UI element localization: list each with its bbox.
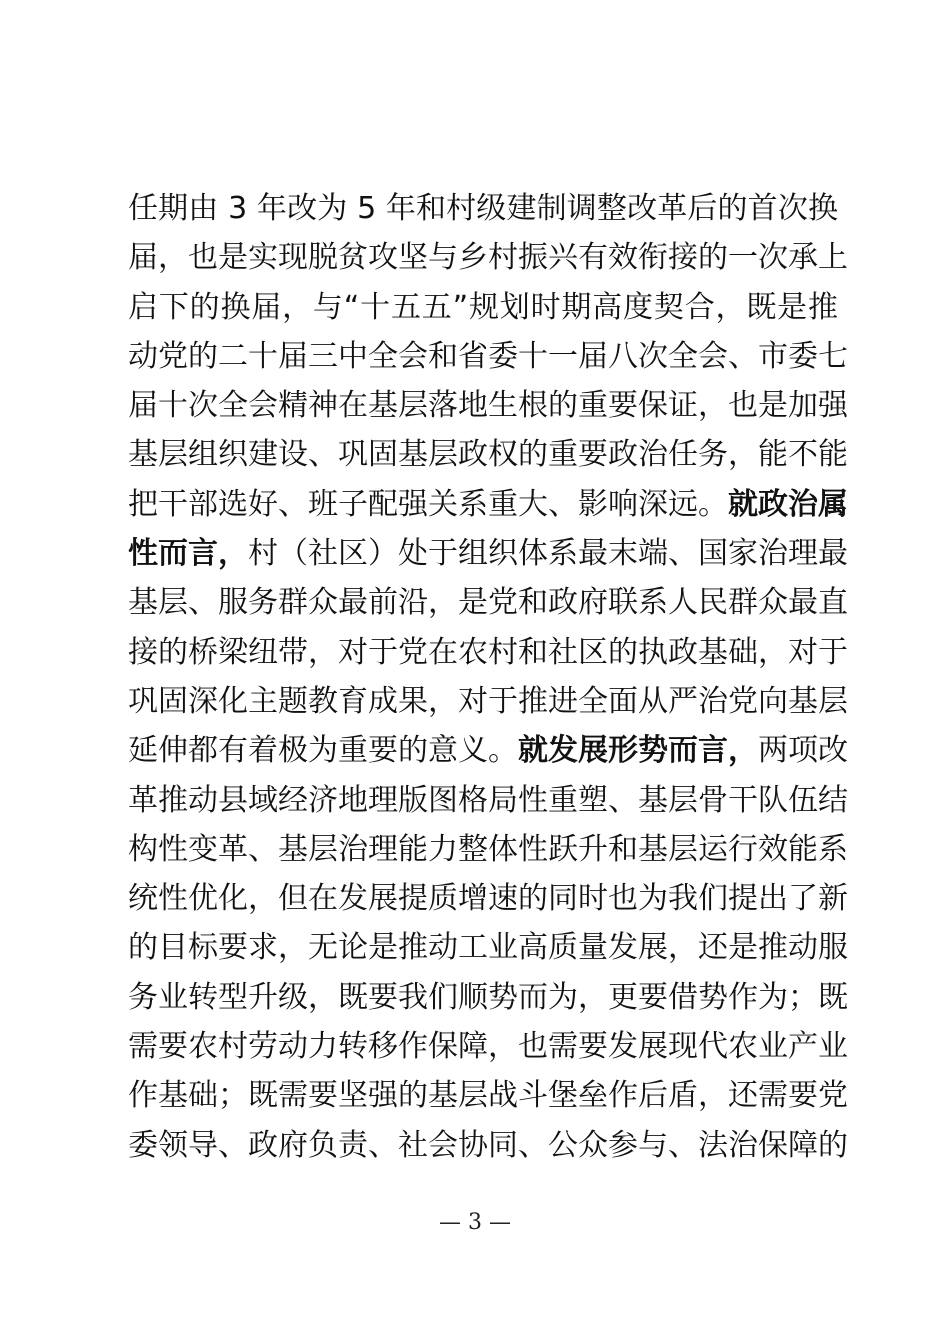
- text-segment: 巩固深化主题教育成果，对于推进全面从严治党向基层: [128, 683, 848, 719]
- text-segment: 动党的二十届三中全会和省委十一届八次全会、市委七: [128, 338, 848, 374]
- text-segment: 务业转型升级，既要我们顺势而为，更要借势作为；既: [128, 979, 848, 1015]
- text-line: [128, 578, 848, 627]
- text-segment: 基层、服务群众最前沿，是党和政府联系人民群众最直: [128, 585, 848, 621]
- text-segment: 启下的换届，与“十五五”规划时期高度契合，既是推: [128, 289, 838, 325]
- text-line: [128, 874, 848, 923]
- text-segment: 基层组织建设、巩固基层政权的重要政治任务，能不能: [128, 437, 848, 473]
- page-number: — 3 —: [439, 1210, 511, 1235]
- text-segment: 统性优化，但在发展提质增速的同时也为我们提出了新: [128, 881, 848, 917]
- text-segment: 的目标要求，无论是推动工业高质量发展，还是推动服: [128, 930, 848, 966]
- text-segment: 需要农村劳动力转移作保障，也需要发展现代农业产业: [128, 1029, 848, 1065]
- text-line: [128, 283, 838, 332]
- text-line: [128, 726, 848, 775]
- text-segment: 任期由 3 年改为 5 年和村级建制调整改革后的首次换: [128, 191, 838, 226]
- text-line: [128, 825, 848, 874]
- text-line: [128, 628, 848, 677]
- bold-text-segment: 就发展形势而言，: [518, 733, 758, 769]
- text-line: [128, 184, 838, 233]
- text-segment: 村（社区）处于组织体系最末端、国家治理最: [248, 536, 848, 572]
- text-segment: 构性变革、基层治理能力整体性跃升和基层运行效能系: [128, 831, 848, 867]
- text-line: [128, 677, 848, 726]
- text-line: [128, 233, 848, 282]
- bold-text-segment: 就政治属: [728, 486, 848, 522]
- text-line: [128, 480, 848, 529]
- text-line: [128, 923, 848, 972]
- text-segment: 两项改: [758, 733, 848, 769]
- text-segment: 届，也是实现脱贫攻坚与乡村振兴有效衔接的一次承上: [128, 240, 848, 276]
- text-line: [128, 529, 848, 578]
- text-line: [128, 1121, 848, 1170]
- text-segment: 作基础；既需要坚强的基层战斗堡垒作后盾，还需要党: [128, 1078, 848, 1114]
- text-line: [128, 1071, 848, 1120]
- text-segment: 延伸都有着极为重要的意义。: [128, 733, 518, 769]
- text-line: [128, 776, 848, 825]
- text-segment: 接的桥梁纽带，对于党在农村和社区的执政基础，对于: [128, 634, 848, 670]
- text-line: [128, 381, 848, 430]
- text-segment: 把干部选好、班子配强关系重大、影响深远。: [128, 486, 728, 522]
- text-line: [128, 332, 848, 381]
- text-line: [128, 1022, 848, 1071]
- bold-text-segment: 性而言，: [128, 536, 248, 572]
- text-line: [128, 430, 848, 479]
- text-segment: 届十次全会精神在基层落地生根的重要保证，也是加强: [128, 388, 848, 424]
- text-line: [128, 973, 848, 1022]
- text-segment: 革推动县域经济地理版图格局性重塑、基层骨干队伍结: [128, 782, 848, 818]
- text-segment: 委领导、政府负责、社会协同、公众参与、法治保障的: [128, 1127, 848, 1163]
- body-paragraph: [128, 184, 848, 1170]
